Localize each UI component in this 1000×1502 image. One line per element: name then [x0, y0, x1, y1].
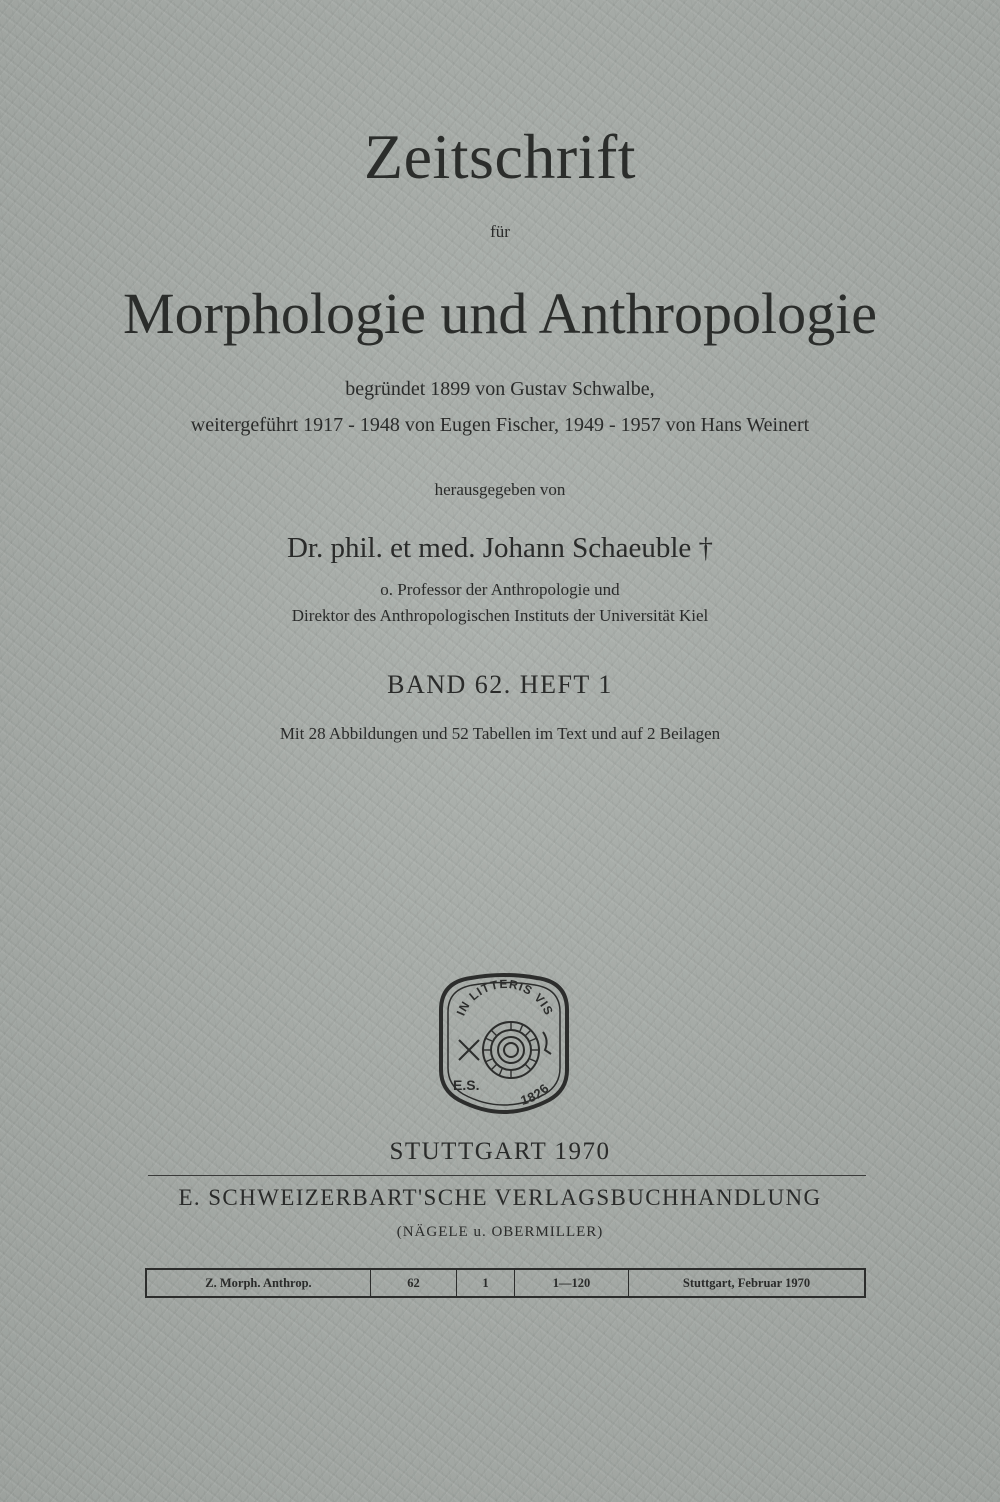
svg-text:1826 [519, 1080, 553, 1108]
editor-title: o. Professor der Anthropologie und [380, 580, 620, 599]
illustrations-note: Mit 28 Abbildungen und 52 Tabellen im Text und auf 2 Beilagen [279, 724, 721, 743]
volume-issue: BAND 62. HEFT 1 [387, 670, 613, 699]
citation-volume: 62 [371, 1270, 457, 1296]
logo-motto: IN LITTERIS VIS [453, 976, 557, 1018]
edited-by-label: herausgegeben von [434, 480, 566, 499]
founded-line: begründet 1899 von Gustav Schwalbe, [345, 378, 655, 400]
logo-year: 1826 [518, 1080, 553, 1109]
journal-subject: Morphologie und Anthropologie [123, 281, 877, 346]
citation-place-date: Stuttgart, Februar 1970 [682, 1275, 811, 1290]
title-connector: für [490, 222, 510, 241]
place-year: STUTTGART 1970 [389, 1138, 611, 1165]
editor-name: Dr. phil. et med. Johann Schaeuble † [286, 532, 714, 564]
svg-text:IN LITTERIS VIS [454, 977, 557, 1018]
citation-strip [145, 1268, 866, 1298]
citation-journal: Z. Morph. Anthrop. [147, 1270, 371, 1296]
publisher-owners: (NÄGELE u. OBERMILLER) [396, 1224, 604, 1240]
citation-issue: 1 [457, 1270, 515, 1296]
editor-institution: Direktor des Anthropologischen Instituts der Universität Kiel [291, 606, 709, 625]
citation-pages: 1—120 [515, 1270, 629, 1296]
ammonite-emblem-icon [431, 970, 577, 1116]
continued-line: weitergeführt 1917 - 1948 von Eugen Fischer, 1949 - 1957 von Hans Weinert [190, 414, 810, 436]
publisher-name: E. SCHWEIZERBART'SCHE VERLAGSBUCHHANDLUNG [178, 1185, 822, 1210]
logo-initials: E.S. [453, 1077, 480, 1093]
journal-title: Zeitschrift [363, 121, 637, 192]
divider-rule [148, 1175, 866, 1176]
